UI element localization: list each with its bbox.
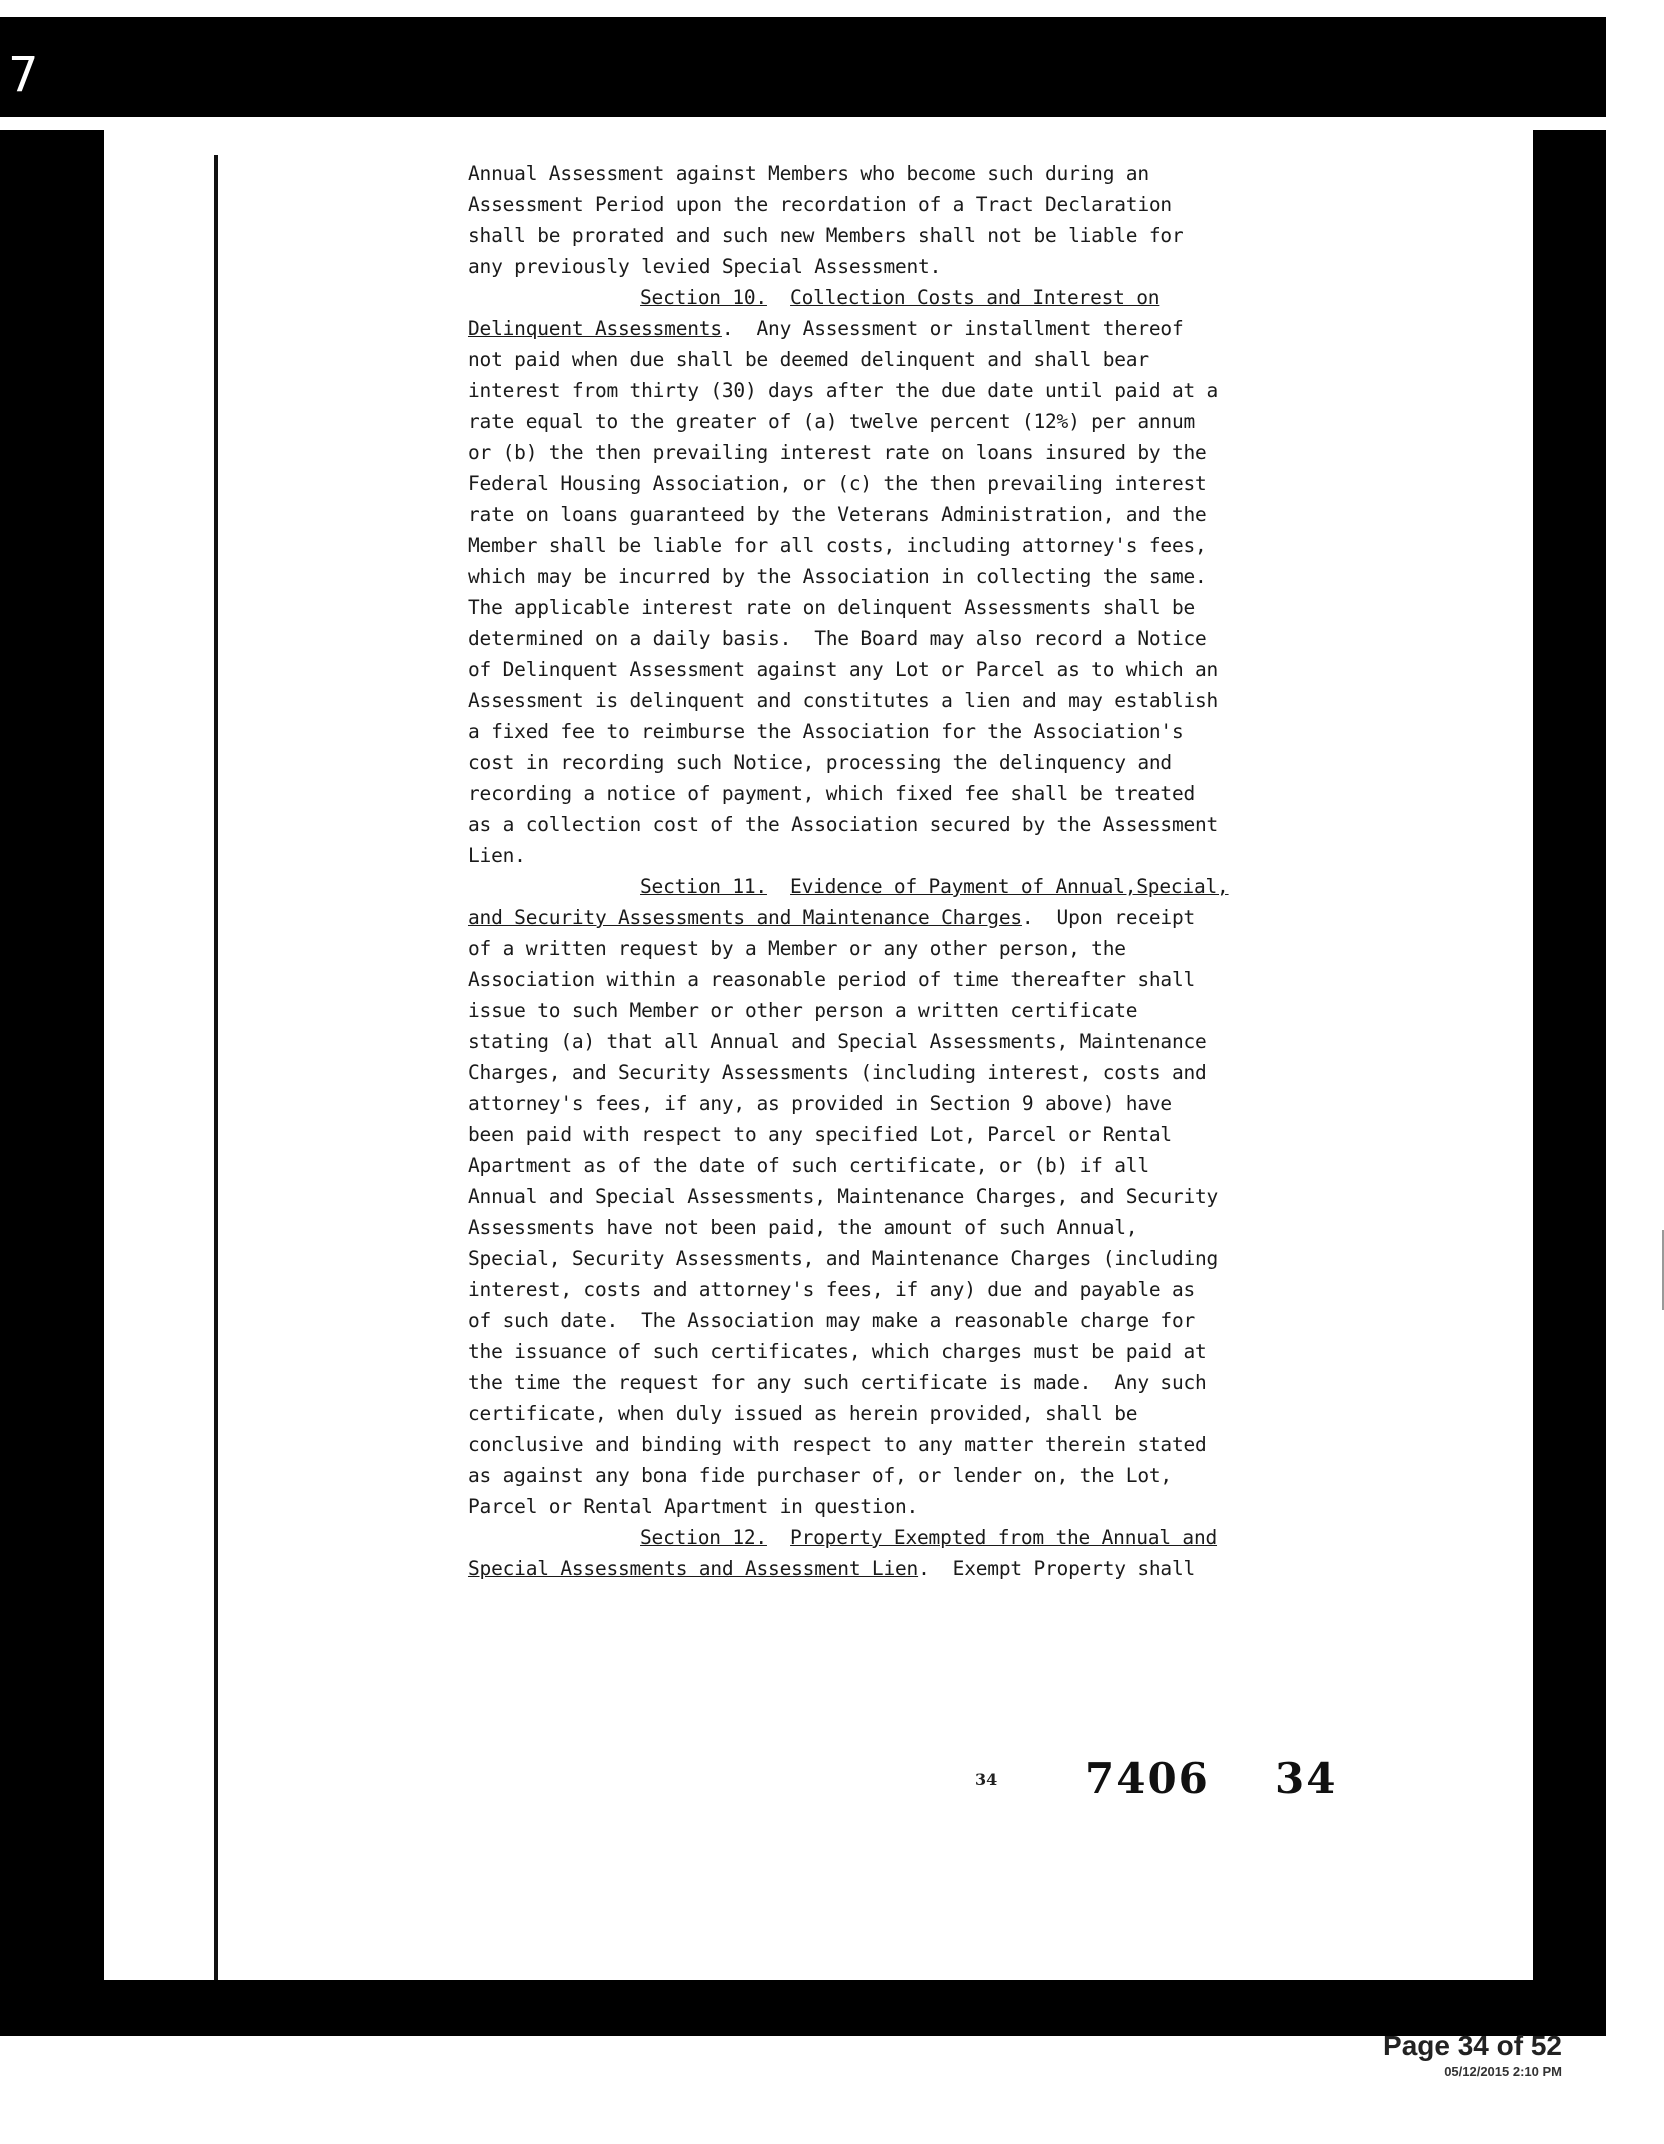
body-text: or (b) the then prevailing interest rate on loans insured by the xyxy=(468,441,1207,464)
body-text: Assessments have not been paid, the amount of such Annual, xyxy=(468,1216,1138,1239)
body-text: attorney's fees, if any, as provided in Section 9 above) have xyxy=(468,1092,1172,1115)
body-text: Association within a reasonable period of time thereafter shall xyxy=(468,968,1196,991)
body-text: Parcel or Rental Apartment in question. xyxy=(468,1495,919,1518)
body-text xyxy=(767,875,790,898)
body-text: . Exempt Property shall xyxy=(918,1557,1196,1580)
body-text: of Delinquent Assessment against any Lot or Parcel as to which an xyxy=(468,658,1219,681)
document-line xyxy=(468,1057,1418,1088)
body-text: Annual Assessment against Members who become such during an xyxy=(468,162,1149,185)
section-heading-text: Collection Costs and Interest on xyxy=(790,286,1160,309)
section-heading-text: Special Assessments and Assessment Lien xyxy=(468,1557,919,1580)
body-text: Charges, and Security Assessments (including interest, costs and xyxy=(468,1061,1207,1084)
document-line xyxy=(468,1460,1418,1491)
body-text: the issuance of such certificates, which charges must be paid at xyxy=(468,1340,1207,1363)
scan-left-band xyxy=(0,130,104,2036)
section-heading-text: Property Exempted from the Annual and xyxy=(790,1526,1218,1549)
document-line xyxy=(468,902,1418,933)
body-text: Annual and Special Assessments, Maintenance Charges, and Security xyxy=(468,1185,1219,1208)
document-line xyxy=(468,747,1418,778)
body-text: been paid with respect to any specified Lot, Parcel or Rental xyxy=(468,1123,1172,1146)
document-line xyxy=(468,313,1418,344)
document-line xyxy=(468,840,1418,871)
document-line xyxy=(468,1522,1418,1553)
document-line xyxy=(468,220,1418,251)
document-line xyxy=(468,995,1418,1026)
document-line xyxy=(468,344,1418,375)
document-line xyxy=(468,1553,1418,1584)
body-text: not paid when due shall be deemed delinquent and shall bear xyxy=(468,348,1149,371)
body-text: rate on loans guaranteed by the Veterans Administration, and the xyxy=(468,503,1207,526)
scan-bottom-band xyxy=(0,1980,1606,2036)
body-text: determined on a daily basis. The Board may also record a Notice xyxy=(468,627,1207,650)
document-line xyxy=(468,251,1418,282)
document-line xyxy=(468,809,1418,840)
document-line xyxy=(468,1429,1418,1460)
section-heading-text: Section 11. xyxy=(640,875,767,898)
body-text: Assessment Period upon the recordation of a Tract Declaration xyxy=(468,193,1172,216)
body-text: Member shall be liable for all costs, including attorney's fees, xyxy=(468,534,1207,557)
body-text: of a written request by a Member or any other person, the xyxy=(468,937,1126,960)
section-heading-text: and Security Assessments and Maintenance Charges xyxy=(468,906,1022,929)
body-text: The applicable interest rate on delinquent Assessments shall be xyxy=(468,596,1196,619)
page-number-large: 34 xyxy=(1275,1754,1338,1803)
document-line xyxy=(468,654,1418,685)
document-body xyxy=(468,158,1418,1584)
document-line xyxy=(468,1305,1418,1336)
document-line xyxy=(468,1243,1418,1274)
document-line xyxy=(468,623,1418,654)
document-line xyxy=(468,189,1418,220)
body-text: of such date. The Association may make a reasonable charge for xyxy=(468,1309,1196,1332)
body-text: Federal Housing Association, or (c) the then prevailing interest xyxy=(468,472,1207,495)
document-line xyxy=(468,1398,1418,1429)
document-line xyxy=(468,468,1418,499)
section-heading-text: Section 12. xyxy=(640,1526,767,1549)
document-line xyxy=(468,871,1418,902)
document-line xyxy=(468,282,1418,313)
document-line xyxy=(468,1119,1418,1150)
page-margin-rule xyxy=(214,155,218,1980)
body-text: cost in recording such Notice, processing the delinquency and xyxy=(468,751,1172,774)
document-line xyxy=(468,685,1418,716)
body-text: as a collection cost of the Association secured by the Assessment xyxy=(468,813,1219,836)
document-line xyxy=(468,1026,1418,1057)
scan-mark: 7 xyxy=(8,47,39,103)
document-line xyxy=(468,499,1418,530)
body-text: interest, costs and attorney's fees, if any) due and payable as xyxy=(468,1278,1196,1301)
body-text: Special, Security Assessments, and Maintenance Charges (including xyxy=(468,1247,1219,1270)
body-text: Apartment as of the date of such certificate, or (b) if all xyxy=(468,1154,1149,1177)
body-text: . Upon receipt xyxy=(1021,906,1196,929)
page-margin-strip xyxy=(104,155,214,1980)
body-text: recording a notice of payment, which fixed fee shall be treated xyxy=(468,782,1196,805)
body-text: Assessment is delinquent and constitutes a lien and may establish xyxy=(468,689,1219,712)
scan-top-band xyxy=(0,17,1606,117)
body-text xyxy=(767,286,790,309)
document-line xyxy=(468,933,1418,964)
document-line xyxy=(468,406,1418,437)
scan-right-band xyxy=(1533,130,1606,2036)
document-line xyxy=(468,592,1418,623)
body-text: as against any bona fide purchaser of, or lender on, the Lot, xyxy=(468,1464,1172,1487)
document-line xyxy=(468,1212,1418,1243)
body-text: issue to such Member or other person a written certificate xyxy=(468,999,1138,1022)
body-text: which may be incurred by the Association in collecting the same. xyxy=(468,565,1207,588)
book-number: 7406 xyxy=(1085,1754,1210,1803)
body-text: shall be prorated and such new Members shall not be liable for xyxy=(468,224,1184,247)
section-heading-text: Evidence of Payment of Annual,Special, xyxy=(790,875,1229,898)
document-line xyxy=(468,1088,1418,1119)
document-line xyxy=(468,158,1418,189)
body-text: certificate, when duly issued as herein provided, shall be xyxy=(468,1402,1138,1425)
document-line xyxy=(468,1150,1418,1181)
document-line xyxy=(468,375,1418,406)
body-text: interest from thirty (30) days after the due date until paid at a xyxy=(468,379,1219,402)
body-text: any previously levied Special Assessment. xyxy=(468,255,942,278)
document-line xyxy=(468,1274,1418,1305)
body-text: a fixed fee to reimburse the Association for the Association's xyxy=(468,720,1184,743)
body-text: Lien. xyxy=(468,844,526,867)
document-line xyxy=(468,716,1418,747)
document-line xyxy=(468,437,1418,468)
section-heading-text: Delinquent Assessments xyxy=(468,317,722,340)
document-line xyxy=(468,1491,1418,1522)
document-line xyxy=(468,778,1418,809)
print-timestamp: 05/12/2015 2:10 PM xyxy=(1444,2064,1562,2079)
body-text: stating (a) that all Annual and Special Assessments, Maintenance xyxy=(468,1030,1207,1053)
body-text: rate equal to the greater of (a) twelve percent (12%) per annum xyxy=(468,410,1196,433)
page-number-small: 34 xyxy=(975,1770,998,1789)
document-line xyxy=(468,1181,1418,1212)
body-text: . Any Assessment or installment thereof xyxy=(721,317,1184,340)
document-line xyxy=(468,964,1418,995)
document-line xyxy=(468,1367,1418,1398)
body-text xyxy=(767,1526,790,1549)
document-line xyxy=(468,530,1418,561)
document-line xyxy=(468,1336,1418,1367)
page-count: Page 34 of 52 xyxy=(1383,2030,1562,2061)
body-text: the time the request for any such certificate is made. Any such xyxy=(468,1371,1207,1394)
document-line xyxy=(468,561,1418,592)
body-text: conclusive and binding with respect to any matter therein stated xyxy=(468,1433,1207,1456)
section-heading-text: Section 10. xyxy=(640,286,767,309)
